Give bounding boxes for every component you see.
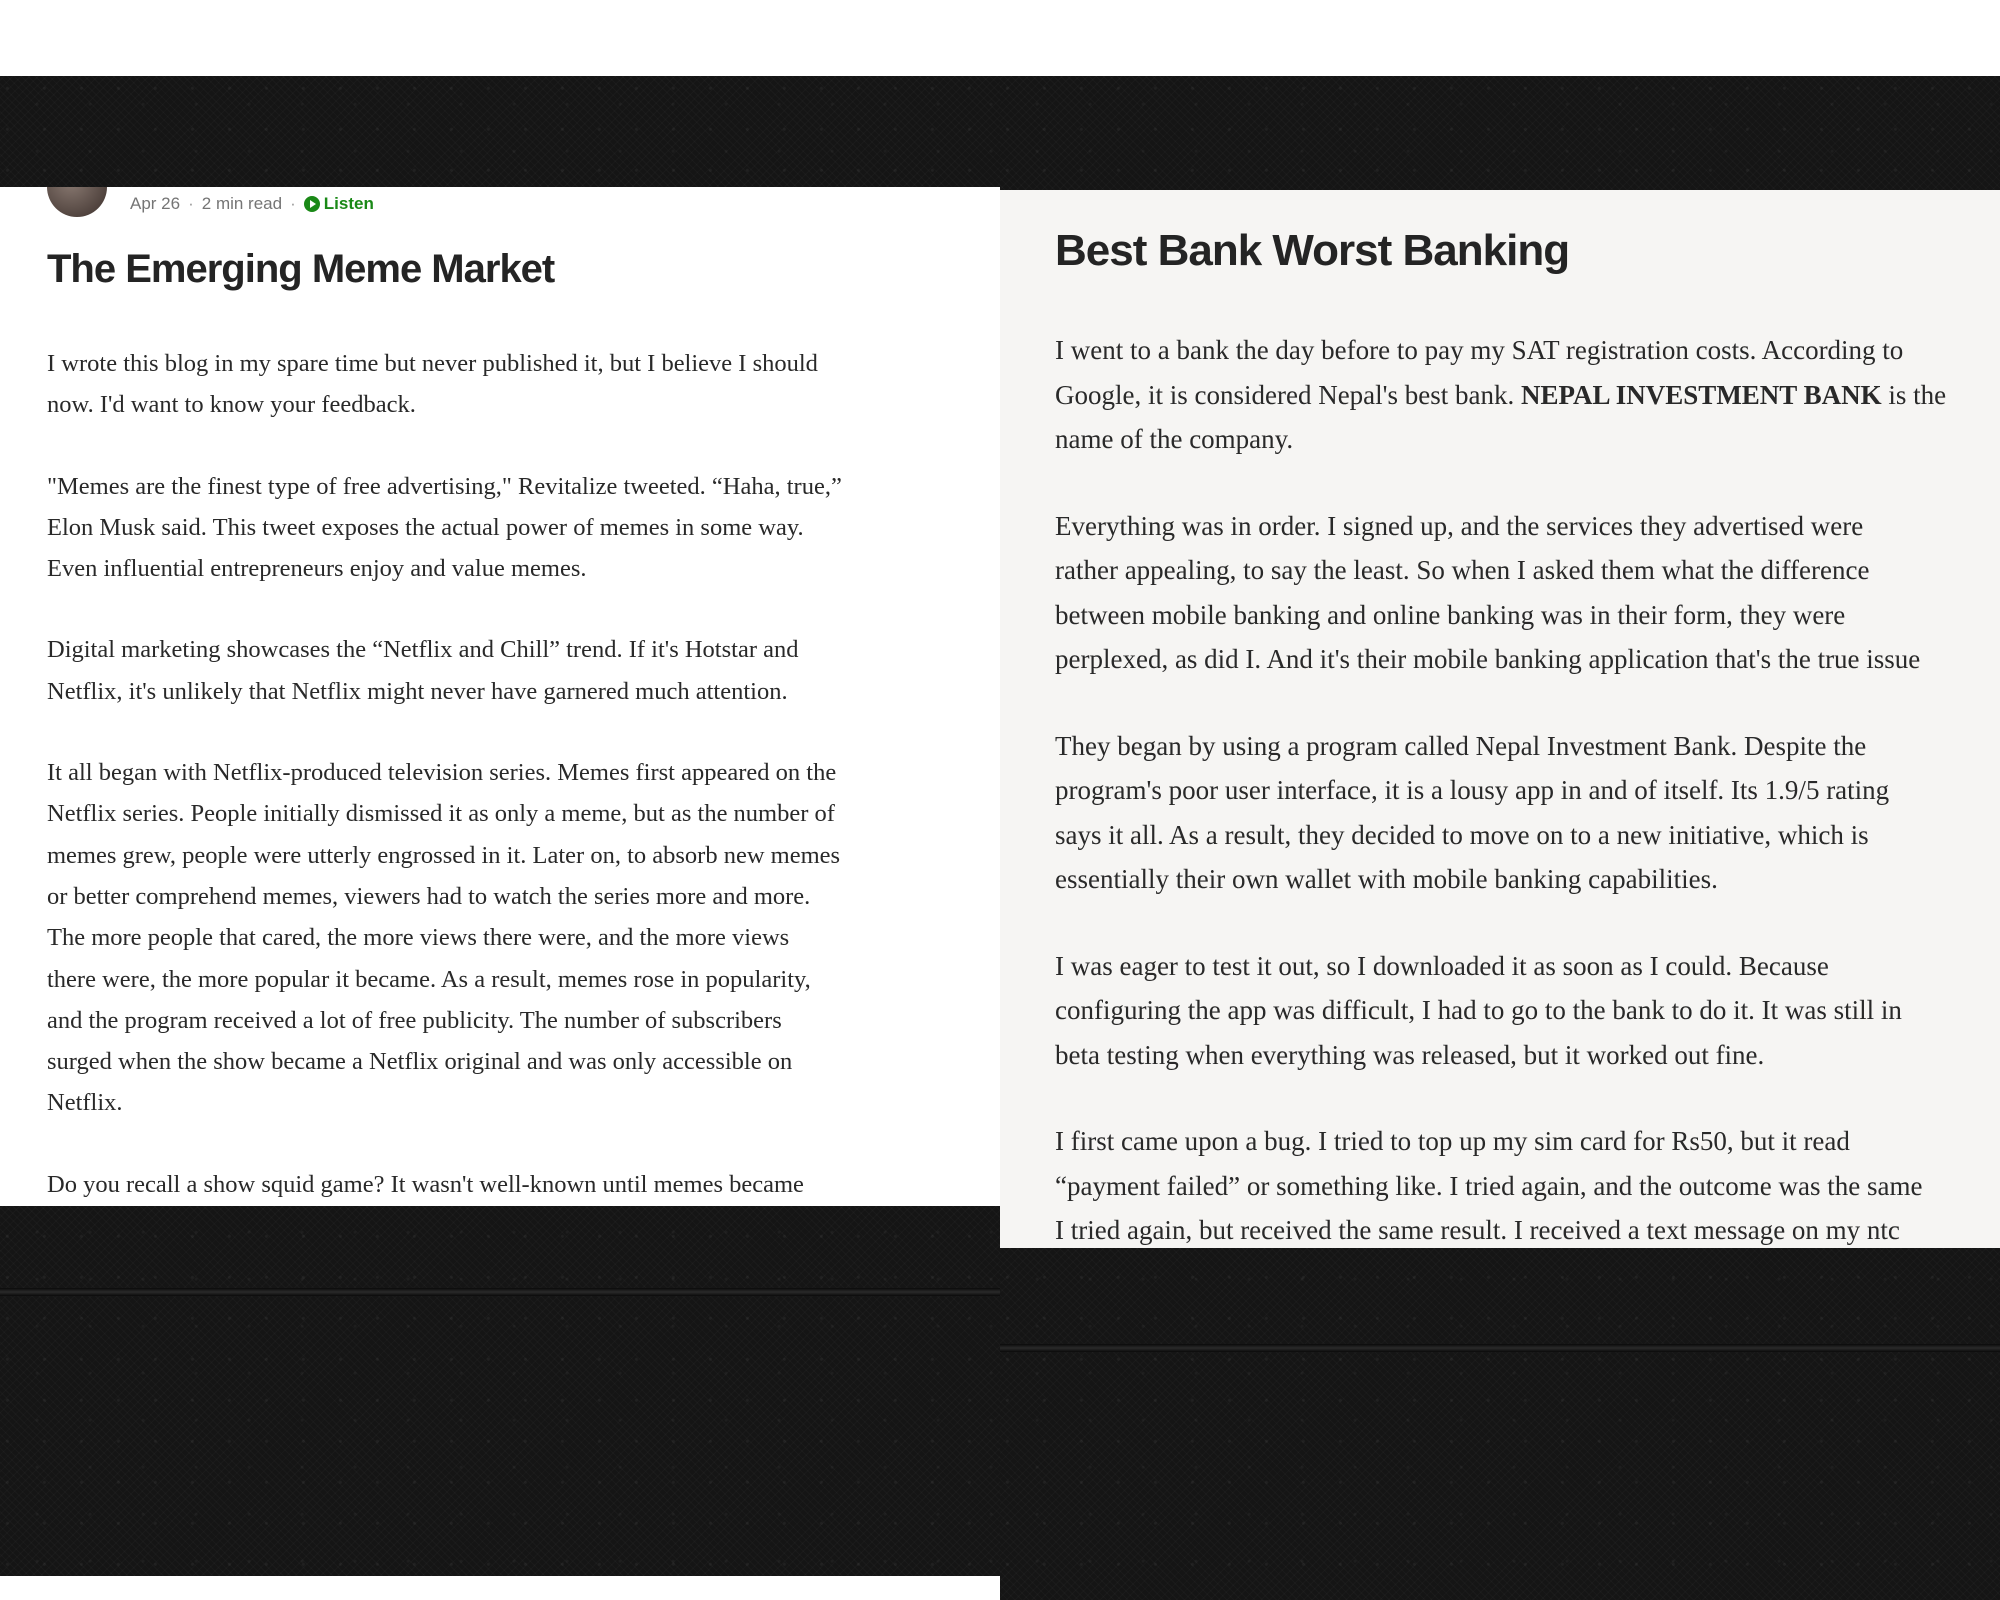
text-line: Do you recall a show squid game? It wasn't well-known until memes became bbox=[47, 1170, 804, 1198]
text-line: beta testing when everything was released, but it worked out fine. bbox=[1055, 1039, 1765, 1070]
text-line bbox=[1055, 373, 2000, 418]
paragraph bbox=[47, 343, 952, 426]
right-article-title: Best Bank Worst Banking bbox=[1055, 226, 1570, 275]
text-line: Netflix. bbox=[47, 1089, 123, 1117]
text-line: program's poor user interface, it is a lousy app in and of itself. Its 1.9/5 rating bbox=[1055, 775, 1890, 805]
text-line: Everything was in order. I signed up, and the services they advertised were bbox=[1055, 510, 1864, 541]
paragraph bbox=[1055, 328, 2000, 462]
text-line: surged when the show became a Netflix original and was only accessible on bbox=[47, 1048, 793, 1076]
text-line: Even influential entrepreneurs enjoy and value memes. bbox=[47, 555, 587, 583]
text-line: I went to a bank the day before to pay my SAT registration costs. According to bbox=[1055, 335, 1904, 365]
text-line: “payment failed” or something like. I tried again, and the outcome was the same bbox=[1055, 1170, 1923, 1201]
text-line: name of the company. bbox=[1055, 424, 1294, 454]
right-panel-crease bbox=[1000, 1344, 2000, 1352]
read-time: 2 min read bbox=[201, 194, 283, 213]
listen-button[interactable] bbox=[304, 194, 374, 214]
paragraph bbox=[47, 629, 952, 712]
left-article-body bbox=[47, 343, 952, 1206]
article-date: Apr 26 bbox=[130, 194, 181, 213]
text-line: Netflix, it's unlikely that Netflix might never have garnered much attention. bbox=[47, 677, 788, 705]
paragraph bbox=[47, 1164, 952, 1205]
text-line: The more people that cared, the more views there were, and the more views bbox=[47, 924, 790, 952]
play-icon bbox=[304, 196, 320, 212]
article-meta bbox=[130, 187, 374, 221]
text-line: between mobile banking and online banking was in their form, they were bbox=[1055, 599, 1846, 630]
paragraph bbox=[47, 466, 952, 590]
text-line: perplexed, as did I. And it's their mobile banking application that's the true issue bbox=[1055, 644, 1921, 674]
left-background-panel bbox=[0, 76, 1000, 1576]
paragraph bbox=[47, 752, 952, 1124]
text-line: I first came upon a bug. I tried to top up my sim card for Rs50, but it read bbox=[1055, 1126, 1850, 1156]
text-line: now. I'd want to know your feedback. bbox=[47, 391, 416, 419]
text-span: is the bbox=[1881, 379, 1947, 410]
text-line: I tried again, but received the same result. I received a text message on my ntc bbox=[1055, 1215, 1900, 1245]
text-line: there were, the more popular it became. As a result, memes rose in popularity, bbox=[47, 965, 811, 993]
text-line: I wrote this blog in my spare time but never published it, but I believe I should bbox=[47, 350, 818, 377]
text-span: Google, it is considered Nepal's best bank. bbox=[1055, 379, 1522, 410]
text-line: configuring the app was difficult, I had to go to the bank to do it. It was still in bbox=[1055, 995, 1902, 1025]
meta-separator: · bbox=[188, 194, 194, 213]
text-line: I was eager to test it out, so I downloaded it as soon as I could. Because bbox=[1055, 950, 1829, 981]
text-line: "Memes are the finest type of free advertising," Revitalize tweeted. “Haha, true,” bbox=[47, 472, 842, 500]
meta-separator: · bbox=[290, 194, 296, 213]
right-background-panel bbox=[1000, 76, 2000, 1600]
paragraph bbox=[1055, 1119, 2000, 1248]
right-article-sheet bbox=[1000, 190, 2000, 1248]
text-line: rather appealing, to say the least. So when I asked them what the difference bbox=[1055, 555, 1870, 585]
text-line: and the program received a lot of free publicity. The number of subscribers bbox=[47, 1006, 782, 1034]
right-article-body bbox=[1055, 328, 2000, 1248]
text-line: It all began with Netflix-produced television series. Memes first appeared on the bbox=[47, 759, 837, 787]
paragraph bbox=[1055, 724, 2000, 902]
text-line: Digital marketing showcases the “Netflix and Chill” trend. If it's Hotstar and bbox=[47, 636, 799, 664]
paragraph bbox=[1055, 944, 2000, 1078]
text-line: says it all. As a result, they decided to move on to a new initiative, which is bbox=[1055, 819, 1869, 850]
text-line: They began by using a program called Nepal Investment Bank. Despite the bbox=[1055, 730, 1867, 761]
left-article-sheet bbox=[0, 187, 1000, 1206]
left-article-title: The Emerging Meme Market bbox=[47, 247, 555, 291]
author-avatar[interactable] bbox=[47, 187, 107, 217]
paragraph bbox=[1055, 504, 2000, 682]
text-line: memes grew, people were utterly engrossed in it. Later on, to absorb new memes bbox=[47, 841, 841, 869]
text-line: Elon Musk said. This tweet exposes the actual power of memes in some way. bbox=[47, 513, 804, 541]
left-panel-crease bbox=[0, 1288, 1000, 1296]
bank-name-bold: NEPAL INVESTMENT BANK bbox=[1521, 379, 1882, 410]
text-line: or better comprehend memes, viewers had to watch the series more and more. bbox=[47, 882, 811, 910]
text-line: essentially their own wallet with mobile banking capabilities. bbox=[1055, 864, 1718, 894]
text-line: Netflix series. People initially dismissed it as only a meme, but as the number of bbox=[47, 800, 835, 828]
listen-label: Listen bbox=[323, 194, 374, 213]
